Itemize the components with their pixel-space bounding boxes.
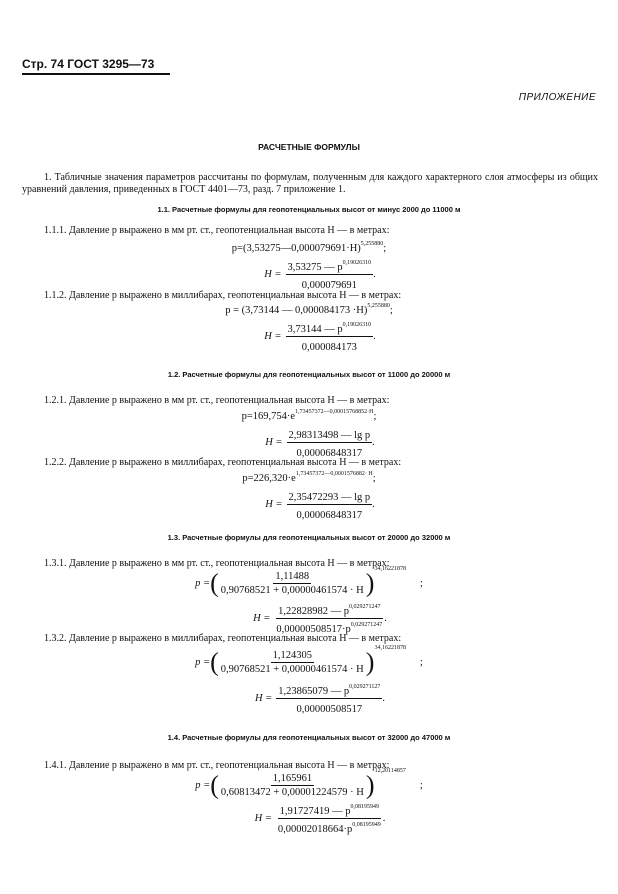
exponent: 0,08195949 — [350, 804, 380, 810]
pressure-formula — [0, 409, 618, 422]
left-paren: ( — [210, 770, 219, 800]
fraction-numerator — [287, 487, 373, 505]
period: . — [372, 436, 375, 448]
numerator-text: 2,35472293 — lg p — [288, 492, 371, 503]
right-paren: ) — [365, 647, 375, 677]
pressure-formula — [0, 768, 618, 799]
fraction-denominator: 0,90768521 + 0,00000461574 · H — [220, 585, 364, 597]
page-header: Стр. 74 ГОСТ 3295—73 — [22, 57, 170, 75]
semicolon: ; — [419, 657, 423, 668]
pressure-formula — [0, 645, 618, 676]
numerator-text: 3,53275 — p — [287, 262, 343, 273]
height-fraction — [287, 487, 373, 522]
exponent: 0,08195949 — [352, 822, 381, 828]
formula-item-text: 1.1.2. Давление p выражено в миллибарах, геопотенциальная высота H — в метрах: — [44, 290, 402, 301]
height-fraction — [276, 801, 383, 836]
h-symbol: H = — [264, 268, 282, 280]
fraction-numerator: 1,165961 — [272, 773, 313, 785]
numerator-text: 2,98313498 — lg p — [288, 430, 371, 441]
fraction-numerator — [276, 601, 382, 619]
h-symbol: H = — [254, 692, 273, 704]
height-fraction — [274, 601, 384, 636]
exponent: 0,029271247 — [350, 622, 383, 628]
fraction-denominator — [276, 819, 383, 836]
denominator-text: 0,00006848317 — [296, 510, 363, 521]
semicolon: ; — [419, 780, 423, 791]
height-formula — [0, 319, 618, 354]
period: . — [373, 268, 376, 280]
height-formula — [0, 601, 618, 636]
exponent: 5,255880 — [367, 303, 390, 309]
semicolon: ; — [373, 411, 377, 422]
formula-item-text: 1.2.1. Давление p выражено в мм рт. ст., геопотенциальная высота H — в метрах: — [44, 395, 390, 406]
numerator-text: 1,22828982 — p — [278, 606, 350, 617]
fraction-numerator — [286, 257, 374, 275]
h-symbol: H = — [254, 812, 272, 824]
p-symbol: p = — [195, 657, 211, 668]
pressure-formula — [0, 471, 618, 484]
appendix-label: ПРИЛОЖЕНИЕ — [518, 92, 596, 103]
fraction-denominator: 0,90768521 + 0,00000461574 · H — [220, 664, 364, 676]
pressure-expression: p = (3,73144 — 0,000084173 ·H) — [225, 305, 368, 316]
height-formula — [0, 425, 618, 460]
right-paren: ) — [365, 770, 375, 800]
exponent: 1,73457372—0,0001576882· H — [295, 471, 373, 477]
denominator-text: 0,000079691 — [301, 280, 357, 291]
h-symbol: H = — [265, 436, 283, 448]
pressure-fraction — [219, 772, 366, 799]
fraction-numerator — [276, 681, 382, 699]
period: . — [373, 330, 376, 342]
fraction-denominator: 0,60813472 + 0,00001224579 · H — [220, 787, 364, 799]
section-heading: 1.3. Расчетные формулы для геопотенциальных высот от 20000 до 32000 м — [167, 533, 451, 542]
exponent: 0,19026310 — [342, 260, 372, 266]
fraction-denominator — [295, 505, 365, 522]
h-symbol: H = — [264, 330, 282, 342]
pressure-expression: p=169,754·e — [241, 411, 296, 422]
period: . — [384, 612, 387, 624]
numerator-text: 1,91727419 — p — [279, 806, 351, 817]
numerator-text: 1,23865079 — p — [278, 686, 350, 697]
formula-item-text: 1.2.2. Давление p выражено в миллибарах, геопотенциальная высота H — в метрах: — [44, 457, 402, 468]
exponent: 0,029271247 — [349, 604, 381, 610]
period: . — [382, 692, 386, 704]
section-heading: 1.2. Расчетные формулы для геопотенциальных высот от 11000 до 20000 м — [167, 370, 451, 379]
height-fraction — [286, 257, 374, 292]
pressure-fraction — [219, 570, 366, 597]
right-paren: ) — [365, 568, 375, 598]
formula-item-text: 1.4.1. Давление p выражено в мм рт. ст., геопотенциальная высота H — в метрах: — [44, 760, 390, 771]
exponent: 0,19026310 — [342, 322, 372, 328]
semicolon: ; — [419, 578, 423, 589]
pressure-expression: p=226,320·e — [242, 473, 296, 484]
exponent: 34,16221878 — [374, 566, 406, 572]
fraction-denominator — [300, 337, 359, 354]
height-formula — [0, 257, 618, 292]
p-symbol: p = — [195, 780, 211, 791]
pressure-formula — [0, 241, 618, 254]
exponent: 0,029271127 — [349, 684, 381, 690]
period: . — [382, 812, 386, 824]
p-symbol: p = — [195, 578, 211, 589]
formula-item-text: 1.1.1. Давление p выражено в мм рт. ст., геопотенциальная высота H — в метрах: — [44, 225, 390, 236]
formula-item-text: 1.3.1. Давление p выражено в мм рт. ст., геопотенциальная высота H — в метрах: — [44, 558, 390, 569]
numerator-text: 3,73144 — p — [287, 324, 343, 335]
pressure-fraction — [219, 649, 366, 676]
fraction-numerator: 1,11488 — [275, 571, 310, 583]
section-heading: 1.4. Расчетные формулы для геопотенциальных высот от 32000 до 47000 м — [167, 733, 451, 742]
period: . — [372, 498, 375, 510]
fraction-numerator — [286, 319, 374, 337]
exponent: 1,73457372—0,00015768852·H — [295, 409, 374, 415]
denominator-text: 0,00000508517·p — [276, 624, 351, 635]
h-symbol: H = — [265, 498, 283, 510]
height-formula — [0, 681, 618, 716]
pressure-expression: p=(3,53275—0,000079691·H) — [231, 243, 361, 254]
fraction-numerator — [278, 801, 381, 819]
denominator-text: 0,00002018664·p — [277, 824, 353, 835]
exponent: 12,20114857 — [374, 768, 406, 774]
height-fraction — [287, 425, 373, 460]
denominator-text: 0,00006848317 — [296, 448, 363, 459]
height-fraction — [276, 681, 382, 716]
height-formula — [0, 801, 618, 836]
formula-item-text: 1.3.2. Давление p выражено в миллибарах, геопотенциальная высота H — в метрах: — [44, 633, 402, 644]
fraction-denominator — [295, 699, 365, 716]
left-paren: ( — [210, 647, 219, 677]
section-heading: 1.1. Расчетные формулы для геопотенциальных высот от минус 2000 до 11000 м — [157, 205, 461, 214]
denominator-text: 0,000084173 — [301, 342, 357, 353]
intro-paragraph: 1. Табличные значения параметров рассчитаны по формулам, полученным для каждого характерного слоя атмосферы из общих уравнений давления, приведенных в ГОСТ 4401—73, разд. 7 приложение 1. — [22, 172, 598, 195]
exponent: 5,255880 — [360, 241, 384, 247]
pressure-formula — [0, 566, 618, 597]
fraction-numerator: 1,124305 — [272, 650, 312, 662]
left-paren: ( — [210, 568, 219, 598]
height-formula — [0, 487, 618, 522]
h-symbol: H = — [253, 612, 271, 624]
semicolon: ; — [389, 305, 393, 316]
pressure-formula — [0, 303, 618, 316]
semicolon: ; — [383, 243, 387, 254]
height-fraction — [286, 319, 374, 354]
document-title: РАСЧЕТНЫЕ ФОРМУЛЫ — [258, 142, 360, 152]
semicolon: ; — [372, 473, 376, 484]
denominator-text: 0,00000508517 — [296, 704, 363, 715]
exponent: 34,16221878 — [374, 645, 406, 651]
fraction-numerator — [287, 425, 373, 443]
